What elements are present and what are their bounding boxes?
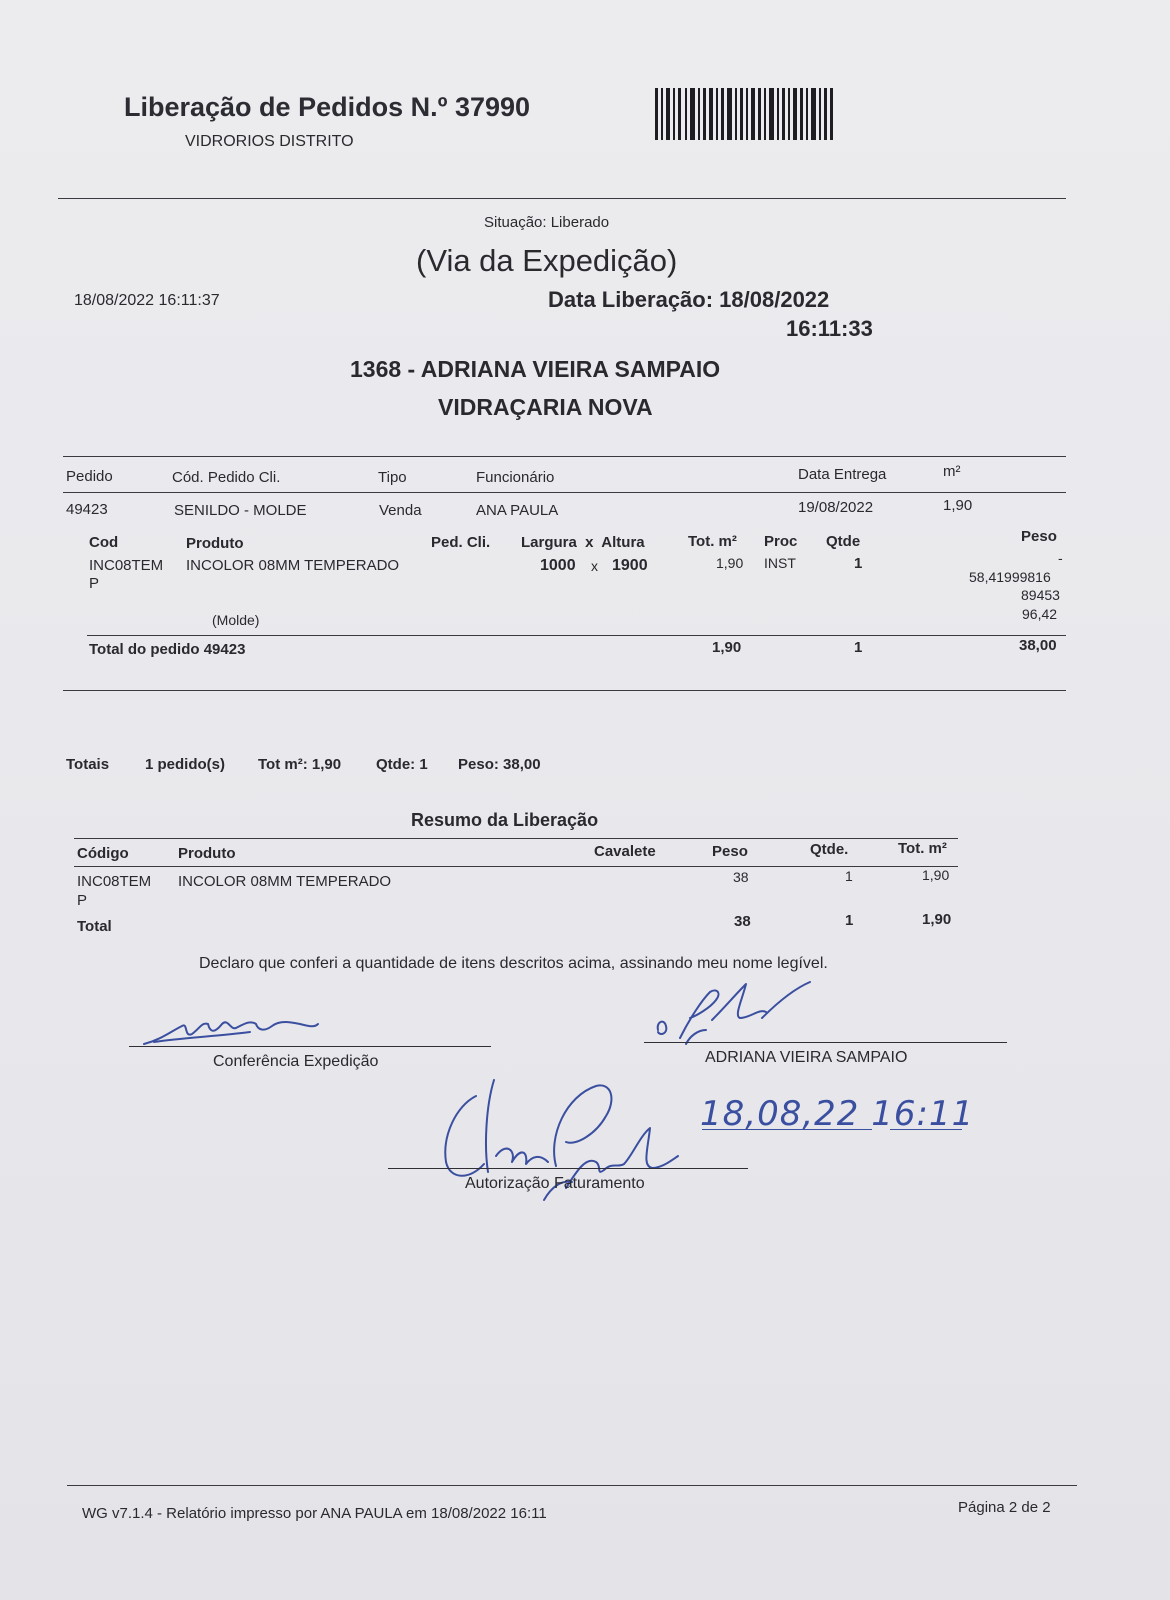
copy-type: (Via da Expedição): [416, 243, 678, 278]
cell-pedido: 49423: [66, 501, 108, 518]
item-largura: 1000: [540, 557, 576, 574]
item-produto: INCOLOR 08MM TEMPERADO: [186, 557, 400, 574]
signature-conferencia-icon: [140, 1010, 340, 1050]
resumo-total-tot-m2: 1,90: [922, 911, 952, 928]
divider: [87, 635, 1066, 636]
signature-label-cliente: ADRIANA VIEIRA SAMPAIO: [705, 1049, 908, 1066]
resumo-total-label: Total: [77, 918, 112, 935]
client-company: VIDRAÇARIA NOVA: [438, 394, 653, 420]
item-header-peso: Peso: [1021, 528, 1057, 545]
item-x: x: [591, 558, 598, 574]
resumo-total-peso: 38: [734, 913, 751, 930]
divider: [74, 838, 958, 839]
report-title: Liberação de Pedidos N.º 37990: [124, 92, 531, 122]
status-label: Situação: Liberado: [484, 214, 610, 231]
totals-pedidos: 1 pedido(s): [145, 756, 226, 773]
divider: [63, 492, 1066, 493]
resumo-produto: INCOLOR 08MM TEMPERADO: [178, 873, 392, 890]
item-header-produto: Produto: [186, 535, 244, 552]
col-header-tipo: Tipo: [378, 469, 407, 486]
signature-line: [388, 1168, 748, 1169]
item-header-qtde: Qtde: [826, 533, 861, 550]
signature-line: [129, 1046, 491, 1047]
resumo-header-qtde: Qtde.: [810, 841, 849, 858]
resumo-header-codigo: Código: [77, 845, 129, 862]
divider: [63, 456, 1066, 457]
cell-tipo: Venda: [379, 502, 422, 519]
totals-qtde: Qtde: 1: [376, 756, 428, 773]
item-peso-line1: 58,41999816: [969, 569, 1051, 585]
item-qtde: 1: [854, 555, 863, 572]
handwritten-underline: [702, 1129, 872, 1130]
resumo-header-cavalete: Cavalete: [594, 843, 656, 860]
item-peso-line2: 89453: [1021, 587, 1060, 603]
item-altura: 1900: [612, 557, 648, 574]
col-header-m2: m²: [943, 463, 961, 480]
item-peso-dash: -: [1058, 550, 1063, 566]
resumo-qtde: 1: [845, 868, 853, 884]
item-header-largura-altura: Largura x Altura: [521, 534, 645, 551]
client-name: 1368 - ADRIANA VIEIRA SAMPAIO: [350, 356, 721, 382]
signature-label-autorizacao: Autorização Faturamento: [465, 1175, 645, 1192]
resumo-codigo-line1: INC08TEM: [77, 873, 152, 890]
cell-m2: 1,90: [943, 497, 973, 514]
item-header-proc: Proc: [764, 533, 798, 550]
barcode-icon: [655, 88, 833, 140]
order-total-peso: 38,00: [1019, 637, 1057, 654]
item-cod-line2: P: [89, 575, 100, 592]
item-proc: INST: [764, 555, 796, 571]
liberation-time: 16:11:33: [786, 316, 873, 341]
order-total-qtde: 1: [854, 639, 863, 656]
item-header-ped-cli: Ped. Cli.: [431, 534, 491, 551]
item-peso-line3: 96,42: [1022, 606, 1058, 622]
resumo-tot-m2: 1,90: [922, 867, 950, 883]
col-header-data-entrega: Data Entrega: [798, 466, 887, 483]
declaration-text: Declaro que conferi a quantidade de itens descritos acima, assinando meu nome legível.: [199, 955, 828, 972]
item-cod-line1: INC08TEM: [89, 557, 164, 574]
item-tot-m2: 1,90: [716, 555, 744, 571]
footer-printed-by: WG v7.1.4 - Relatório impresso por ANA PAULA em 18/08/2022 16:11: [82, 1505, 547, 1522]
col-header-cod-pedido-cli: Cód. Pedido Cli.: [172, 469, 281, 486]
handwritten-date: 18,08,22 16:11: [700, 1094, 975, 1134]
divider: [63, 690, 1066, 691]
col-header-pedido: Pedido: [66, 468, 113, 485]
divider: [74, 866, 958, 867]
order-total-m2: 1,90: [712, 639, 742, 656]
resumo-peso: 38: [733, 869, 749, 885]
signature-label-conferencia: Conferência Expedição: [213, 1053, 379, 1070]
liberation-date: Data Liberação: 18/08/2022: [548, 287, 830, 312]
resumo-codigo-line2: P: [77, 892, 88, 909]
cell-data-entrega: 19/08/2022: [798, 499, 874, 516]
resumo-header-peso: Peso: [712, 843, 748, 860]
item-note: (Molde): [212, 612, 260, 628]
order-total-label: Total do pedido 49423: [89, 641, 246, 658]
printed-datetime: 18/08/2022 16:11:37: [74, 292, 220, 309]
resumo-header-tot-m2: Tot. m²: [898, 840, 947, 857]
totals-peso: Peso: 38,00: [458, 756, 541, 773]
signature-cliente-icon: [650, 978, 840, 1050]
signature-line: [644, 1042, 1007, 1043]
resumo-header-produto: Produto: [178, 845, 236, 862]
divider: [67, 1485, 1077, 1486]
resumo-total-qtde: 1: [845, 912, 854, 929]
totals-label: Totais: [66, 756, 110, 773]
item-header-cod: Cod: [89, 534, 119, 551]
totals-tot-m2: Tot m²: 1,90: [258, 756, 342, 773]
resumo-title: Resumo da Liberação: [411, 810, 599, 830]
cell-cod-pedido-cli: SENILDO - MOLDE: [174, 502, 307, 519]
company-name: VIDRORIOS DISTRITO: [185, 133, 354, 150]
divider: [58, 198, 1066, 199]
item-header-tot-m2: Tot. m²: [688, 533, 737, 550]
col-header-funcionario: Funcionário: [476, 469, 555, 486]
footer-page-number: Página 2 de 2: [958, 1499, 1051, 1516]
handwritten-underline: [890, 1129, 962, 1130]
cell-funcionario: ANA PAULA: [476, 502, 559, 519]
